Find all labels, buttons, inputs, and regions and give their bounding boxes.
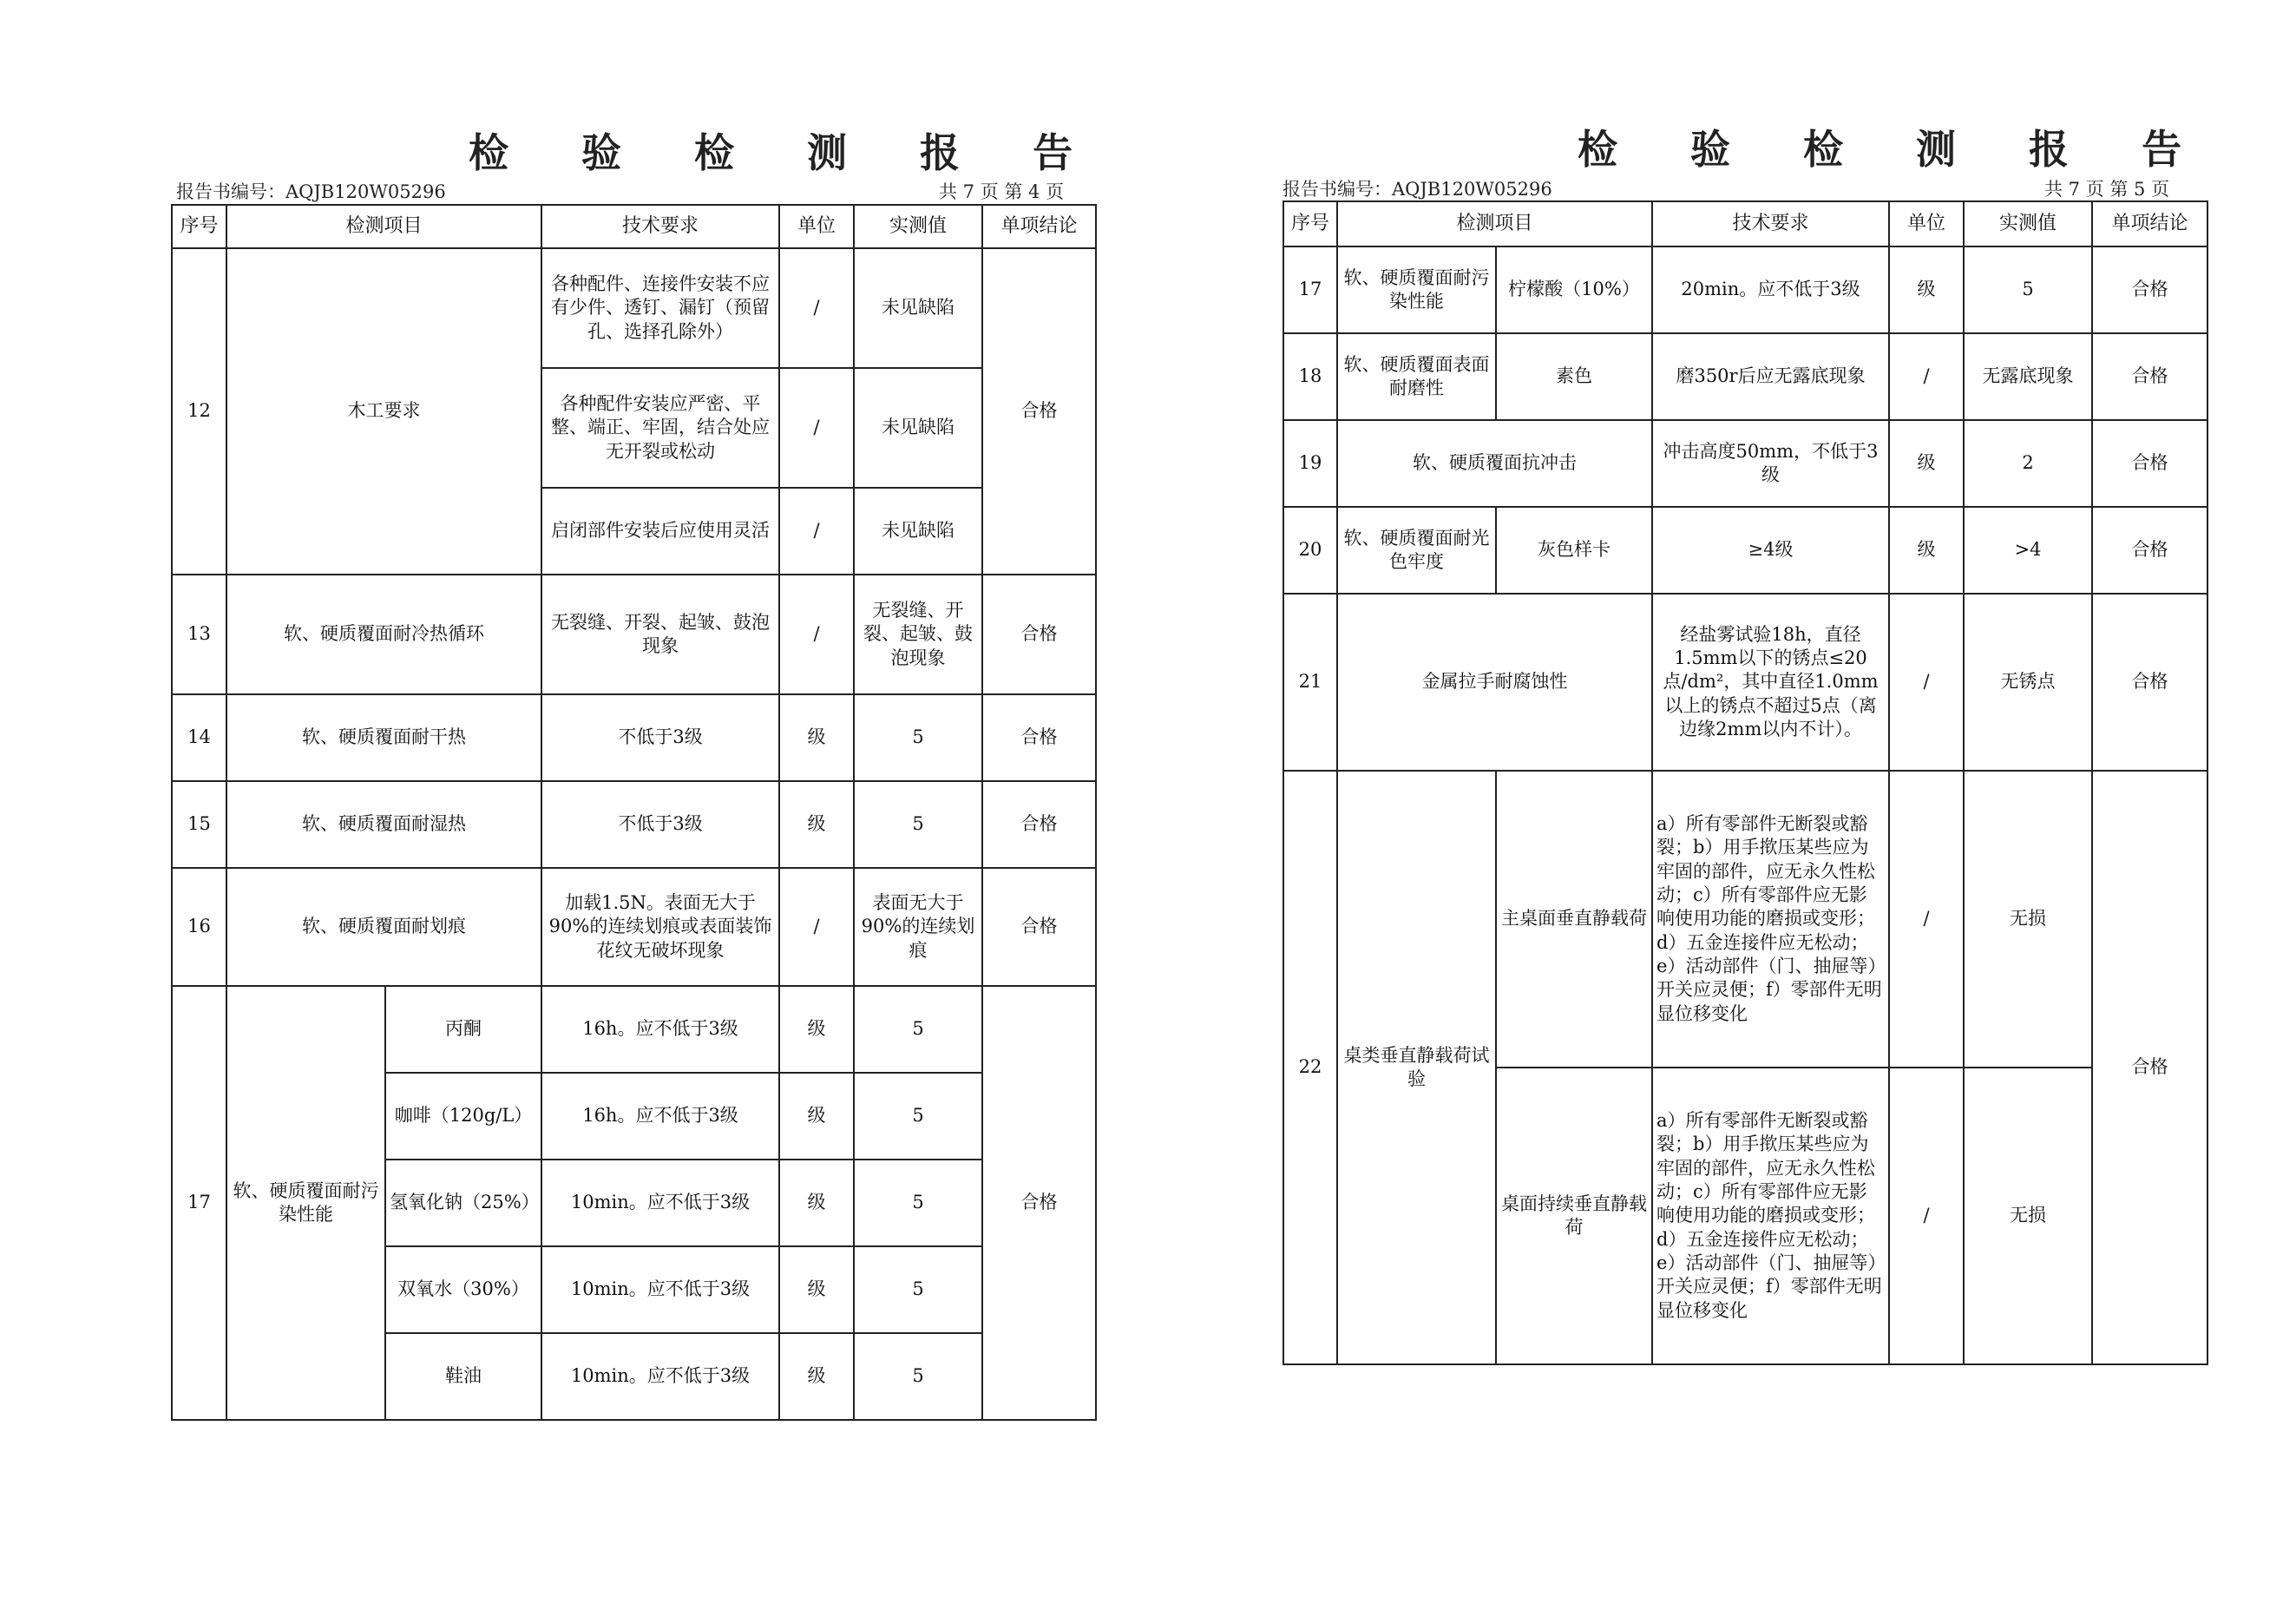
row-conclusion: 合格 <box>2092 507 2207 594</box>
row-requirement: 16h。应不低于3级 <box>541 986 779 1073</box>
row-no: 14 <box>172 694 226 781</box>
row-requirement: 不低于3级 <box>541 781 779 868</box>
row-no: 13 <box>172 575 226 694</box>
row-unit: 级 <box>1889 507 1964 594</box>
row-requirement: 10min。应不低于3级 <box>541 1333 779 1420</box>
right-page-label: 共 7 页 第 5 页 <box>2044 179 2170 200</box>
header-requirement: 技术要求 <box>541 205 779 248</box>
table-row <box>1283 507 2207 594</box>
row-item: 软、硬质覆面耐湿热 <box>226 781 541 868</box>
left-page-label: 共 7 页 第 4 页 <box>939 181 1065 202</box>
right-header-row <box>1283 201 2207 246</box>
row-no: 22 <box>1283 771 1337 1364</box>
row-requirement: 各种配件安装应严密、平整、端正、牢固，结合处应无开裂或松动 <box>541 368 779 488</box>
row-unit: 级 <box>779 986 854 1073</box>
row-conclusion: 合格 <box>982 694 1096 781</box>
table-row <box>172 248 1096 368</box>
row-unit: / <box>779 488 854 575</box>
row-conclusion: 合格 <box>2092 246 2207 333</box>
row-requirement: 各种配件、连接件安装不应有少件、透钉、漏钉（预留孔、选择孔除外） <box>541 248 779 368</box>
row-unit: / <box>779 575 854 694</box>
row-unit: / <box>1889 333 1964 420</box>
row-item: 软、硬质覆面耐污染性能 <box>226 986 385 1420</box>
left-inspection-table <box>171 204 1097 1421</box>
row-requirement: 20min。应不低于3级 <box>1652 246 1889 333</box>
row-requirement: 加载1.5N。表面无大于90%的连续划痕或表面装饰花纹无破坏现象 <box>541 868 779 986</box>
row-item: 软、硬质覆面抗冲击 <box>1337 420 1652 507</box>
row-no: 21 <box>1283 594 1337 771</box>
row-unit: / <box>1889 594 1964 771</box>
row-no: 17 <box>172 986 226 1420</box>
row-measured: 5 <box>854 694 982 781</box>
header-no: 序号 <box>172 205 226 248</box>
header-unit: 单位 <box>1889 201 1964 246</box>
header-conclusion: 单项结论 <box>982 205 1096 248</box>
row-unit: 级 <box>1889 246 1964 333</box>
row-unit: / <box>779 868 854 986</box>
row-unit: / <box>1889 1068 1964 1364</box>
row-conclusion: 合格 <box>2092 594 2207 771</box>
row-item: 软、硬质覆面耐冷热循环 <box>226 575 541 694</box>
row-unit: 级 <box>779 1333 854 1420</box>
row-measured: 5 <box>854 1246 982 1333</box>
row-no: 16 <box>172 868 226 986</box>
header-item: 检测项目 <box>1337 201 1652 246</box>
row-item: 软、硬质覆面表面耐磨性 <box>1337 333 1496 420</box>
row-conclusion: 合格 <box>982 248 1096 575</box>
header-no: 序号 <box>1283 201 1337 246</box>
row-item: 桌类垂直静载荷试验 <box>1337 771 1496 1364</box>
row-subitem: 氢氧化钠（25%） <box>385 1160 541 1246</box>
header-item: 检测项目 <box>226 205 541 248</box>
row-item: 软、硬质覆面耐光色牢度 <box>1337 507 1496 594</box>
row-unit: 级 <box>779 1160 854 1246</box>
row-measured: >4 <box>1964 507 2092 594</box>
row-item: 软、硬质覆面耐干热 <box>226 694 541 781</box>
row-subitem: 桌面持续垂直静载荷 <box>1496 1068 1652 1364</box>
header-measured: 实测值 <box>854 205 982 248</box>
row-measured: 无锈点 <box>1964 594 2092 771</box>
table-row <box>1283 594 2207 771</box>
row-measured: 2 <box>1964 420 2092 507</box>
row-unit: 级 <box>1889 420 1964 507</box>
row-no: 18 <box>1283 333 1337 420</box>
row-measured: 5 <box>854 1160 982 1246</box>
row-requirement: 无裂缝、开裂、起皱、鼓泡现象 <box>541 575 779 694</box>
row-item: 软、硬质覆面耐污染性能 <box>1337 246 1496 333</box>
row-subitem: 丙酮 <box>385 986 541 1073</box>
row-measured: 未见缺陷 <box>854 488 982 575</box>
row-subitem: 咖啡（120g/L） <box>385 1073 541 1160</box>
row-conclusion: 合格 <box>2092 771 2207 1364</box>
row-requirement: 10min。应不低于3级 <box>541 1160 779 1246</box>
row-no: 19 <box>1283 420 1337 507</box>
row-requirement: 磨350r后应无露底现象 <box>1652 333 1889 420</box>
table-row <box>172 694 1096 781</box>
row-requirement: a）所有零部件无断裂或豁裂；b）用手揿压某些应为牢固的部件，应无永久性松动；c）所有零部件应无影响使用功能的磨损或变形；d）五金连接件应无松动；e）活动部件（门、抽屉等）开关应灵便；f）零部件无明显位移变化 <box>1652 771 1889 1068</box>
row-item: 金属拉手耐腐蚀性 <box>1337 594 1652 771</box>
table-row <box>1283 420 2207 507</box>
right-report-number: 报告书编号：AQJB120W05296 <box>1282 179 1552 200</box>
row-conclusion: 合格 <box>982 868 1096 986</box>
row-conclusion: 合格 <box>982 986 1096 1420</box>
row-no: 15 <box>172 781 226 868</box>
table-row <box>1283 333 2207 420</box>
row-measured: 表面无大于90%的连续划痕 <box>854 868 982 986</box>
row-subitem: 柠檬酸（10%） <box>1496 246 1652 333</box>
header-measured: 实测值 <box>1964 201 2092 246</box>
row-measured: 5 <box>854 781 982 868</box>
row-unit: 级 <box>779 1073 854 1160</box>
row-measured: 5 <box>854 1333 982 1420</box>
right-inspection-table <box>1282 200 2208 1365</box>
row-measured: 无露底现象 <box>1964 333 2092 420</box>
left-report-title: 检 验 检 测 报 告 <box>469 129 1103 176</box>
row-subitem: 素色 <box>1496 333 1652 420</box>
row-measured: 5 <box>854 986 982 1073</box>
table-row <box>172 986 1096 1073</box>
row-subitem: 鞋油 <box>385 1333 541 1420</box>
row-requirement: 不低于3级 <box>541 694 779 781</box>
row-subitem: 双氧水（30%） <box>385 1246 541 1333</box>
row-no: 20 <box>1283 507 1337 594</box>
table-row <box>172 781 1096 868</box>
header-conclusion: 单项结论 <box>2092 201 2207 246</box>
row-conclusion: 合格 <box>982 781 1096 868</box>
table-row <box>1283 246 2207 333</box>
row-item: 软、硬质覆面耐划痕 <box>226 868 541 986</box>
row-measured: 无裂缝、开裂、起皱、鼓泡现象 <box>854 575 982 694</box>
header-requirement: 技术要求 <box>1652 201 1889 246</box>
table-row <box>1283 771 2207 1068</box>
row-requirement: 启闭部件安装后应使用灵活 <box>541 488 779 575</box>
row-measured: 未见缺陷 <box>854 248 982 368</box>
row-measured: 无损 <box>1964 1068 2092 1364</box>
row-measured: 未见缺陷 <box>854 368 982 488</box>
row-measured: 5 <box>854 1073 982 1160</box>
row-conclusion: 合格 <box>2092 420 2207 507</box>
left-header-row <box>172 205 1096 248</box>
row-requirement: a）所有零部件无断裂或豁裂；b）用手揿压某些应为牢固的部件，应无永久性松动；c）所有零部件应无影响使用功能的磨损或变形；d）五金连接件应无松动；e）活动部件（门、抽屉等）开关应灵便；f）零部件无明显位移变化 <box>1652 1068 1889 1364</box>
row-requirement: ≥4级 <box>1652 507 1889 594</box>
row-conclusion: 合格 <box>982 575 1096 694</box>
row-subitem: 灰色样卡 <box>1496 507 1652 594</box>
row-requirement: 经盐雾试验18h，直径1.5mm以下的锈点≤20点/dm²，其中直径1.0mm以上的锈点不超过5点（离边缘2mm以内不计）。 <box>1652 594 1889 771</box>
table-row <box>172 868 1096 986</box>
right-report-title: 检 验 检 测 报 告 <box>1578 126 2212 173</box>
table-row <box>172 575 1096 694</box>
row-unit: / <box>1889 771 1964 1068</box>
row-measured: 5 <box>1964 246 2092 333</box>
row-unit: 级 <box>779 1246 854 1333</box>
row-requirement: 16h。应不低于3级 <box>541 1073 779 1160</box>
row-conclusion: 合格 <box>2092 333 2207 420</box>
row-unit: 级 <box>779 781 854 868</box>
row-item: 木工要求 <box>226 248 541 575</box>
row-unit: 级 <box>779 694 854 781</box>
row-no: 12 <box>172 248 226 575</box>
left-report-number: 报告书编号：AQJB120W05296 <box>176 181 446 202</box>
row-subitem: 主桌面垂直静载荷 <box>1496 771 1652 1068</box>
row-requirement: 10min。应不低于3级 <box>541 1246 779 1333</box>
row-requirement: 冲击高度50mm，不低于3级 <box>1652 420 1889 507</box>
header-unit: 单位 <box>779 205 854 248</box>
row-unit: / <box>779 248 854 368</box>
row-measured: 无损 <box>1964 771 2092 1068</box>
row-unit: / <box>779 368 854 488</box>
row-no: 17 <box>1283 246 1337 333</box>
